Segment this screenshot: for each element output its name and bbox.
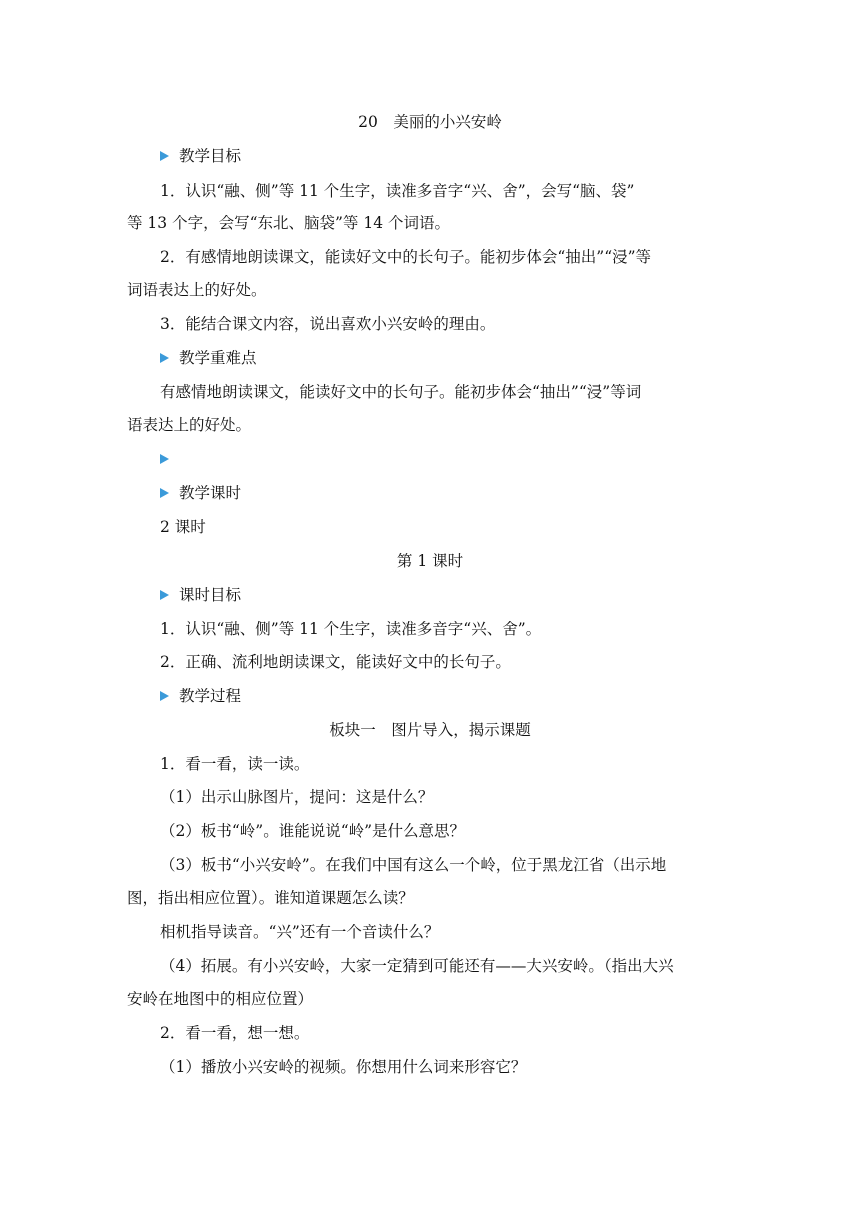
triangle-bullet-icon — [160, 353, 169, 363]
block-heading: 板块一 图片导入，揭示课题 — [329, 721, 531, 739]
paragraph-line: 等 13 个字，会写“东北、脑袋”等 14 个词语。 — [127, 214, 451, 232]
lesson-title: 20 美丽的小兴安岭 — [358, 113, 502, 131]
triangle-bullet-icon — [160, 691, 169, 701]
paragraph-line: （1）出示山脉图片，提问：这是什么？ — [160, 788, 434, 806]
section-heading-empty — [160, 448, 860, 470]
paragraph-line: （1）播放小兴安岭的视频。你想用什么词来形容它？ — [160, 1058, 527, 1076]
paragraph-line: 有感情地朗读课文，能读好文中的长句子。能初步体会“抽出”“浸”等词 — [160, 383, 642, 401]
paragraph-line: 2．正确、流利地朗读课文，能读好文中的长句子。 — [160, 653, 511, 671]
paragraph-line: （2）板书“岭”。谁能说说“岭”是什么意思？ — [160, 822, 466, 840]
paragraph-line: 1．看一看，读一读。 — [160, 755, 310, 773]
section-heading-hours: 教学课时 — [160, 482, 860, 504]
subheading-first-hour: 第 1 课时 — [396, 552, 464, 570]
triangle-bullet-icon — [160, 151, 169, 161]
paragraph-line: 相机指导读音。“兴”还有一个音读什么？ — [160, 923, 440, 941]
paragraph-line: 1．认识“融、侧”等 11 个生字，读准多音字“兴、舍”。 — [160, 620, 542, 638]
paragraph-line: 3．能结合课文内容，说出喜欢小兴安岭的理由。 — [160, 315, 496, 333]
section-heading-hour-goals: 课时目标 — [160, 584, 860, 606]
paragraph-line: （3）板书“小兴安岭”。在我们中国有这么一个岭，位于黑龙江省（出示地 — [160, 856, 667, 874]
paragraph-line: 语表达上的好处。 — [127, 416, 252, 434]
triangle-bullet-icon — [160, 590, 169, 600]
paragraph-line: 词语表达上的好处。 — [127, 281, 267, 299]
paragraph-line: 1．认识“融、侧”等 11 个生字，读准多音字“兴、舍”，会写“脑、袋” — [160, 182, 635, 200]
paragraph-line: 2．有感情地朗读课文，能读好文中的长句子。能初步体会“抽出”“浸”等 — [160, 248, 652, 266]
triangle-bullet-icon — [160, 488, 169, 498]
paragraph-line: 安岭在地图中的相应位置） — [127, 990, 314, 1008]
section-heading-process: 教学过程 — [160, 685, 860, 707]
paragraph-line: 2 课时 — [160, 518, 206, 536]
paragraph-line: （4）拓展。有小兴安岭，大家一定猜到可能还有——大兴安岭。（指出大兴 — [160, 957, 674, 975]
triangle-bullet-icon — [160, 454, 169, 464]
section-heading-goals: 教学目标 — [160, 145, 860, 167]
section-heading-difficulty: 教学重难点 — [160, 347, 860, 369]
paragraph-line: 图，指出相应位置）。谁知道课题怎么读？ — [127, 889, 414, 907]
paragraph-line: 2．看一看，想一想。 — [160, 1024, 310, 1042]
